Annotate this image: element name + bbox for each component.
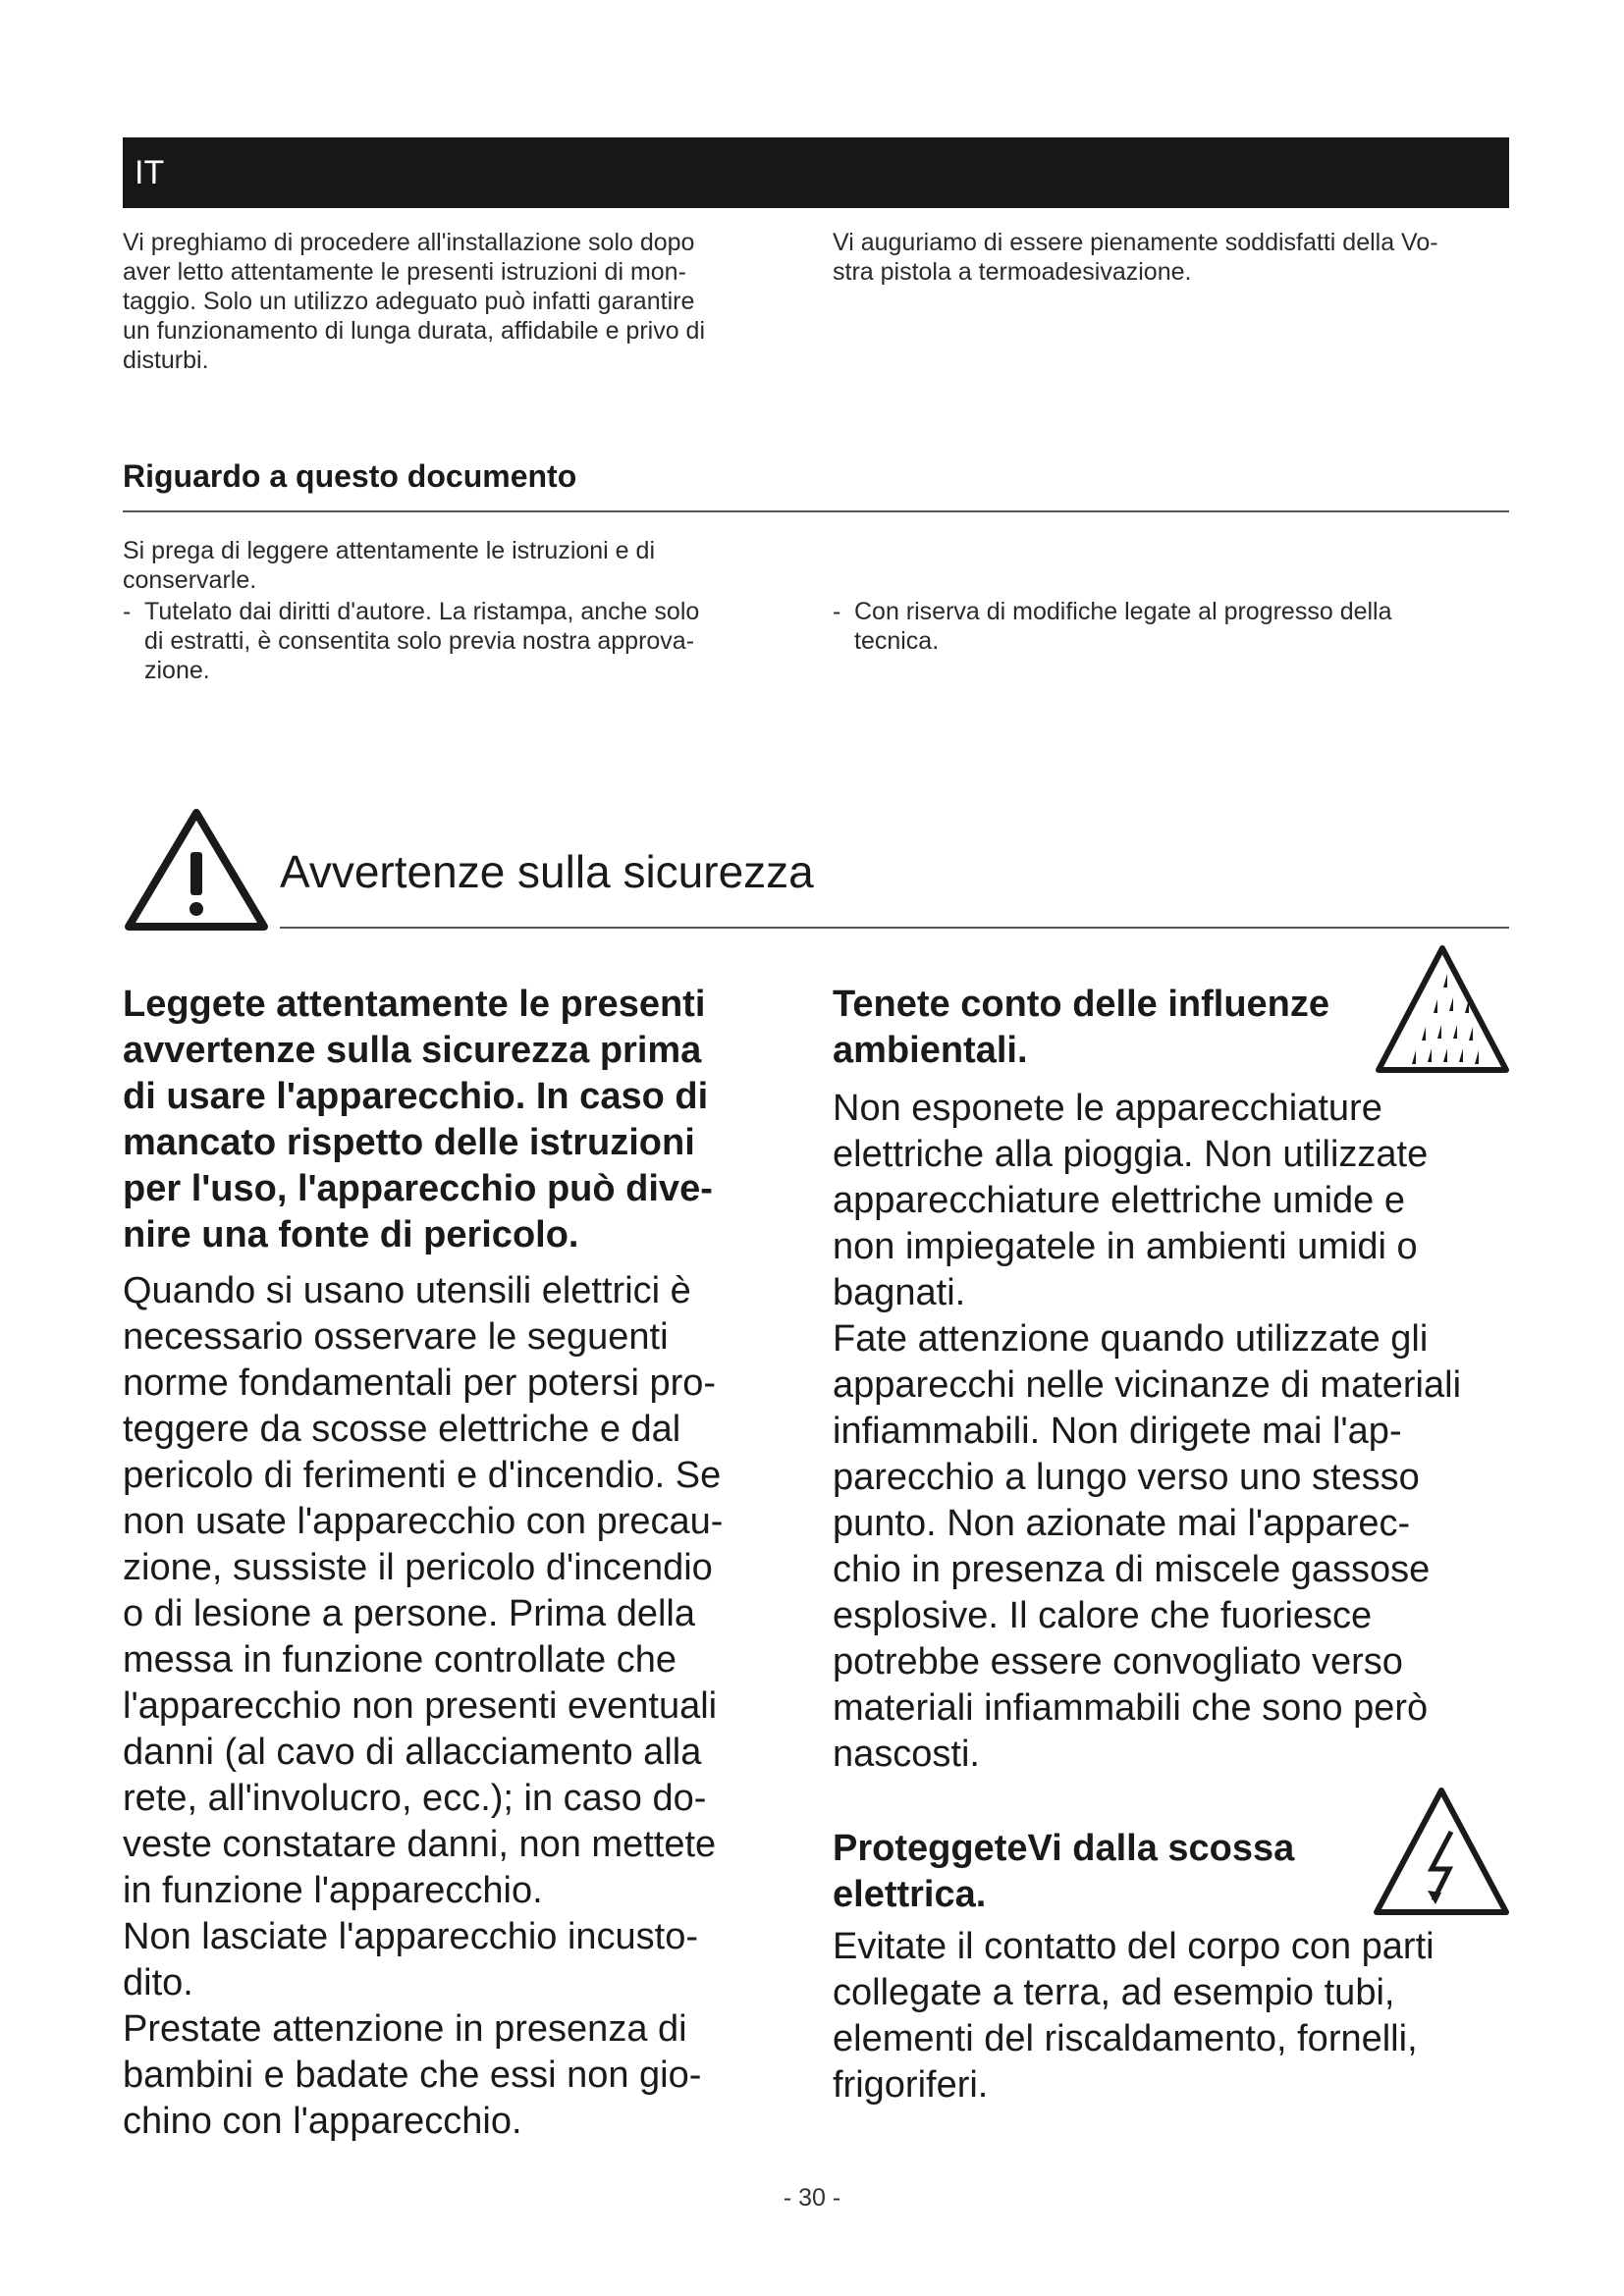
electric-shock-warning-icon <box>1371 1783 1512 1920</box>
warning-triangle-icon <box>123 805 270 933</box>
about-right-list <box>833 597 1510 656</box>
list-item: - Con riserva di modifiche legate al progresso della tecnica. <box>833 597 1510 656</box>
intro-right-text: Vi auguriamo di essere pienamente soddisfatti della Vo- stra pistola a termoadesivazione. <box>833 229 1438 286</box>
safety-paragraph-1: Quando si usano utensili elettrici è necessario osservare le seguenti norme fondamentali per potersi pro- teggere da scosse elettriche e dal pericolo di ferimenti e d'incendio. Se non usate l'apparecchio con precau- zione, sussiste il pericolo d'incendio o di lesione a persone. Prima della messa in funzione controllate che l'apparecchio non presenti eventuali danni (al cavo di allacciamento alla rete, all'involucro, ecc.); in caso do- veste constatare danni, non mettete in funzione l'apparecchio. <box>123 1270 724 1911</box>
environment-paragraph-2: Fate attenzione quando utilizzate gli apparecchi nelle vicinanze di materiali infiammabili. Non dirigete mai l'ap- parecchio a lungo verso uno stesso punto. Non azionate mai l'apparec- chio in presenza di miscele gassose esplosive. Il calore che fuoriesce potrebbe essere convogliato verso materiali infiammabili che sono però nascosti. <box>833 1318 1462 1775</box>
safety-paragraph-2: Non lasciate l'apparecchio incusto- dito. <box>123 1916 699 2003</box>
language-code: IT <box>135 154 165 191</box>
page-number: - 30 - <box>783 2184 841 2212</box>
rain-warning-icon <box>1373 940 1512 1078</box>
electric-shock-paragraph: Evitate il contatto del corpo con parti collegate a terra, ad esempio tubi, elementi del riscaldamento, fornelli, frigoriferi. <box>833 1926 1435 2106</box>
electric-shock-heading: ProteggeteVi dalla scossa elettrica. <box>833 1828 1295 1915</box>
language-header-bar <box>123 137 1509 208</box>
about-left-list <box>123 597 810 685</box>
safety-divider <box>280 927 1509 929</box>
list-item: - Tutelato dai diritti d'autore. La ristampa, anche solo di estratti, è consentita solo previa nostra approva- zione. <box>123 597 810 685</box>
about-intro-text: Si prega di leggere attentamente le istruzioni e di conservarle. <box>123 537 655 594</box>
environment-paragraph-1: Non esponete le apparecchiature elettriche alla pioggia. Non utilizzate apparecchiature elettriche umide e non impiegatele in ambienti umidi o bagnati. <box>833 1088 1429 1313</box>
safety-lead-text: Leggete attentamente le presenti avvertenze sulla sicurezza prima di usare l'apparecchio. In caso di mancato rispetto delle istruzioni per l'uso, l'apparecchio può dive- nire una fonte di pericolo. <box>123 984 713 1255</box>
about-document-heading: Riguardo a questo documento <box>123 458 577 494</box>
safety-paragraph-3: Prestate attenzione in presenza di bambini e badate che essi non gio- chino con l'apparecchio. <box>123 2008 702 2142</box>
environment-heading: Tenete conto delle influenze ambientali. <box>833 984 1330 1071</box>
intro-left-text: Vi preghiamo di procedere all'installazione solo dopo aver letto attentamente le presenti istruzioni di mon- taggio. Solo un utilizzo adeguato può infatti garantire un funzionamento di lunga durata, affidabile e privo di disturbi. <box>123 229 706 374</box>
about-divider <box>123 510 1509 512</box>
safety-heading: Avvertenze sulla sicurezza <box>280 846 814 897</box>
